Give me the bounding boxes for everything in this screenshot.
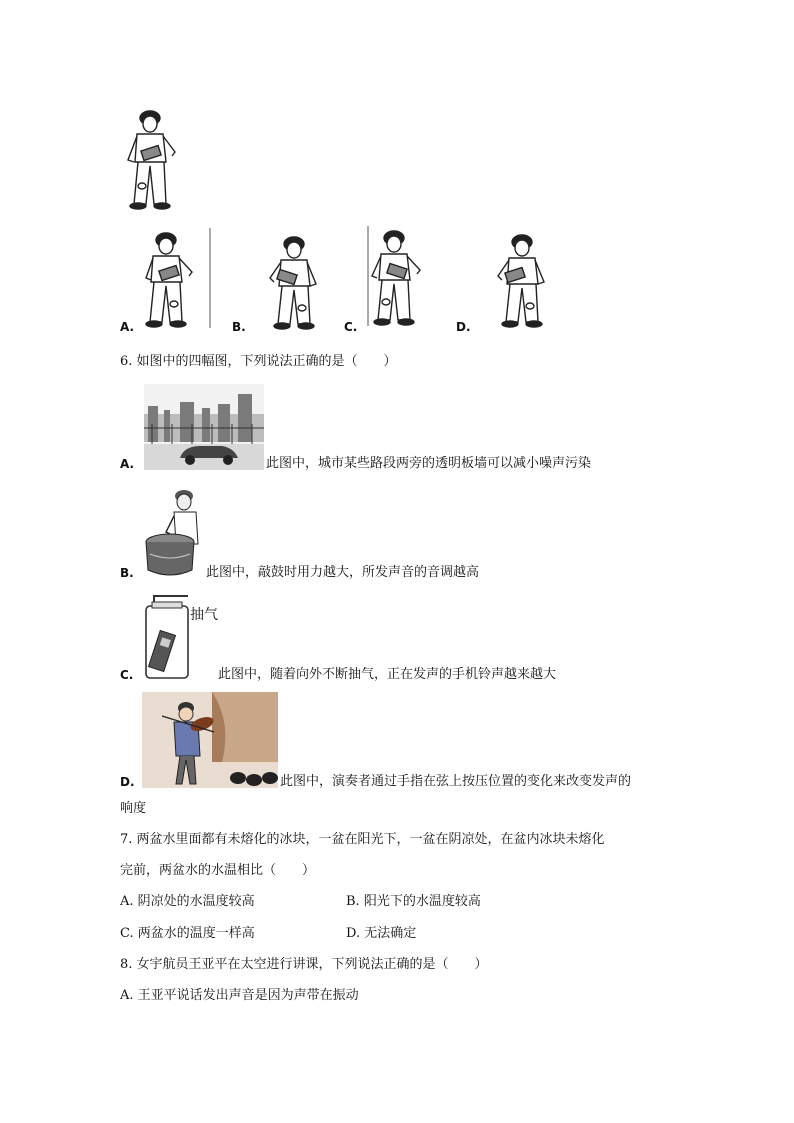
- q6-option-b-text: 此图中，敲鼓时用力越大，所发声音的音调越高: [206, 565, 480, 580]
- drum-player-image: [144, 484, 206, 578]
- q7-stem-line2: 完前，两盆水的水温相比（ ）: [120, 863, 316, 878]
- q6-option-b-label: B.: [120, 566, 134, 580]
- q7-option-b: B. 阳光下的水温度较高: [346, 894, 481, 909]
- q6-option-c-figure-label: 抽气: [190, 607, 218, 623]
- q6-option-a-label: A.: [120, 457, 135, 471]
- q7-option-c: C. 两盆水的温度一样高: [120, 926, 255, 941]
- q5-option-a-label: A.: [120, 320, 135, 334]
- noise-barrier-road-image: [144, 384, 264, 470]
- q8-option-a: A. 王亚平说话发出声音是因为声带在振动: [120, 988, 359, 1003]
- q6-option-c-label: C.: [120, 668, 134, 682]
- violinist-image: [142, 692, 278, 788]
- q6-option-d-text: 此图中，演奏者通过手指在弦上按压位置的变化来改变发声的: [280, 774, 632, 789]
- q6-stem: 6. 如图中的四幅图，下列说法正确的是（ ）: [120, 354, 397, 369]
- q6-option-d-label: D.: [120, 775, 135, 789]
- q5-option-d-label: D.: [456, 320, 471, 334]
- q7-stem-line1: 7. 两盆水里面都有未熔化的冰块，一盆在阳光下，一盆在阴凉处，在盆内冰块未熔化: [120, 832, 605, 847]
- option-d-boy-figure: [476, 230, 556, 332]
- q5-option-b-label: B.: [232, 320, 246, 334]
- q6-option-c-text: 此图中，随着向外不断抽气，正在发声的手机铃声越来越大: [218, 667, 557, 682]
- q8-stem: 8. 女宇航员王亚平在太空进行讲课，下列说法正确的是（ ）: [120, 957, 488, 972]
- q6-option-a-text: 此图中，城市某些路段两旁的透明板墙可以减小噪声污染: [266, 456, 592, 471]
- q7-option-d: D. 无法确定: [346, 926, 417, 941]
- option-c-boy-figure: [364, 226, 444, 330]
- q5-option-c-label: C.: [344, 320, 358, 334]
- boy-original-figure: [120, 104, 200, 214]
- option-b-boy-figure: [252, 232, 332, 332]
- option-a-boy-figure: [140, 228, 220, 332]
- q6-option-d-text-continued: 响度: [120, 801, 147, 816]
- q7-option-a: A. 阴凉处的水温度较高: [120, 894, 255, 909]
